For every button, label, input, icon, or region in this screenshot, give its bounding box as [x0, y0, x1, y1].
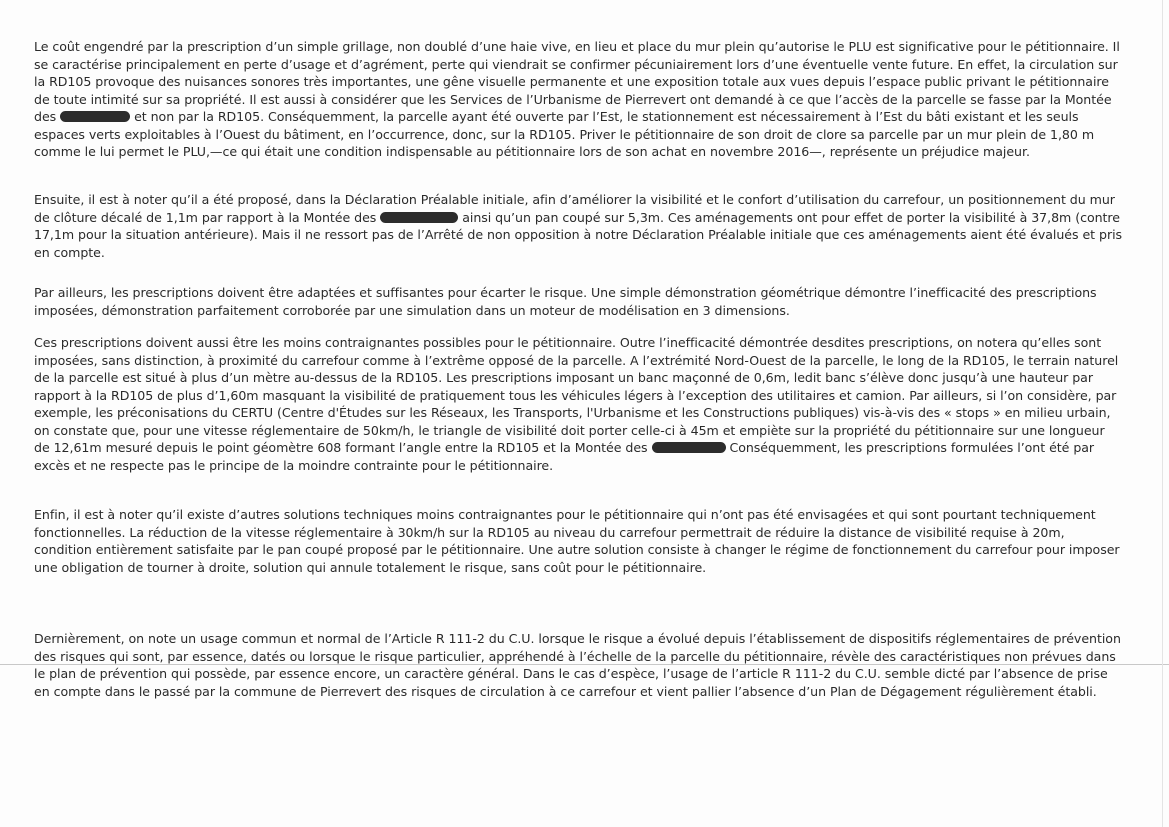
page-edge	[1162, 0, 1163, 827]
paragraph-2-text-b: ainsi qu’un pan coupé sur 5,3m. Ces aménagements ont pour effet de porter la visibilité à 37,8m (contre 17,1m pour la situation antérieure). Mais il ne ressort pas de l’Arrêté de non opposition à notre Déclaration Préalable initiale que ces aménagements aient été évalués et pris en compte.	[34, 209, 1123, 260]
paragraph-1-text-a: Le coût engendré par la prescription d’un simple grillage, non doublé d’une haie vive, en lieu et place du mur plein qu’autorise le PLU est significative pour le pétitionnaire. Il se caractérise principalement en perte d’usage et d’agrément, perte qui viendrait se confirmer pécuniairement lors d’une éventuelle vente future. En effet, la circulation sur la RD105 provoque des nuisances sonores très importantes, une gêne visuelle permanente et une exposition totale aux vues depuis l’espace public privant le pétitionnaire de toute intimité sur sa propriété. Il est aussi à considérer que les Services de l’Urbanisme de Pierrevert ont demandé à ce que l’accès de la parcelle se fasse par la Montée des	[34, 39, 1120, 124]
paragraph-autres-solutions: Enfin, il est à noter qu’il existe d’autres solutions techniques moins contraignantes pour le pétitionnaire qui n’ont pas été envisagées et qui sont pourtant techniquement fonctionnelles. La réduction de la vitesse réglementaire à 30km/h sur la RD105 au niveau du carrefour permettrait de réduire la distance de visibilité requise à 20m, condition entièrement satisfaite par le pan coupé proposé par le pétitionnaire. Une autre solution consiste à changer le régime de fonctionnement du carrefour pour imposer une obligation de tourner à droite, solution qui annule totalement le risque, sans coût pour le pétitionnaire.	[34, 507, 1120, 575]
paragraph-declaration-prealable	[34, 191, 1124, 261]
paragraph-1-text-b: et non par la RD105. Conséquemment, la parcelle ayant été ouverte par l’Est, le stationnement est nécessairement à l’Est du bâti existant et les seuls espaces verts exploitables à l’Ouest du bâtiment, en l’occurrence, donc, sur la RD105. Priver le pétitionnaire de son droit de clore sa parcelle par un mur plein de 1,80 m comme le lui permet le PLU,—ce qui était une condition indispensable au pétitionnaire lors de son achat en novembre 2016—, représente un préjudice majeur.	[34, 109, 1095, 159]
redaction-mark	[60, 111, 130, 122]
paragraph-prescriptions-contraignantes	[34, 334, 1124, 474]
paragraph-4-text-a: Ces prescriptions doivent aussi être les moins contraignantes possibles pour le pétitionnaire. Outre l’inefficacité démontrée desdites prescriptions, on notera qu’elles sont imposées, sans distinction, à proximité du carrefour comme à l’extrême opposé de la parcelle. A l’extrémité Nord-Ouest de la parcelle, le long de la RD105, le terrain naturel de la parcelle est situé à plus d’un mètre au-dessus de la RD105. Les prescriptions imposant un banc maçonné de 0,6m, ledit banc s’élève donc jusqu’à une hauteur par rapport à la RD105 de plus d’1,60m masquant la visibilité de pratiquement tous les véhicules légers à l’exception des utilitaires et camion. Par ailleurs, si l’on considère, par exemple, les préconisations du CERTU (Centre d'Études sur les Réseaux, les Transports, l'Urbanisme et les Constructions publiques) vis-à-vis des « stops » en milieu urbain, on constate que, pour une vitesse réglementaire de 50km/h, le triangle de visibilité doit porter celle-ci à 45m et empiète sur la propriété du pétitionnaire sur une longueur de 12,61m mesuré depuis le point géomètre 608 formant l’angle entre la RD105 et la Montée des	[34, 335, 1119, 455]
paragraph-article-r111-2: Dernièrement, on note un usage commun et normal de l’Article R 111-2 du C.U. lorsque le risque a évolué depuis l’établissement de dispositifs réglementaires de prévention des risques qui sont, par essence, datés ou lorsque le risque particulier, appréhendé à l’échelle de la parcelle du pétitionnaire, révèle des caractéristiques non prévues dans le plan de prévention qui possède, par essence encore, un caractère général. Dans le cas d’espèce, l’usage de l’article R 111-2 du C.U. semble dicté par l’absence de prise en compte dans le passé par la commune de Pierrevert des risques de circulation à ce carrefour et vient pallier l’absence d’un Plan de Dégagement régulièrement établi.	[34, 631, 1121, 699]
paragraph-2-text-a: Ensuite, il est à noter qu’il a été proposé, dans la Déclaration Préalable initiale, afin d’améliorer la visibilité et le confort d’utilisation du carrefour, un positionnement du mur de clôture décalé de 1,1m par rapport à la Montée des	[34, 192, 1115, 225]
paragraph-cout-grillage	[34, 38, 1124, 161]
redaction-mark	[652, 442, 726, 453]
paragraph-4-text-b: Conséquemment, les prescriptions formulées l’ont été par excès et ne respecte pas le principe de la moindre contrainte pour le pétitionnaire.	[34, 440, 1095, 473]
paragraph-prescriptions-adaptees: Par ailleurs, les prescriptions doivent être adaptées et suffisantes pour écarter le risque. Une simple démonstration géométrique démontre l’inefficacité des prescriptions imposées, démonstration parfaitement corroborée par une simulation dans un moteur de modélisation en 3 dimensions.	[34, 285, 1097, 318]
redaction-mark	[380, 212, 458, 223]
